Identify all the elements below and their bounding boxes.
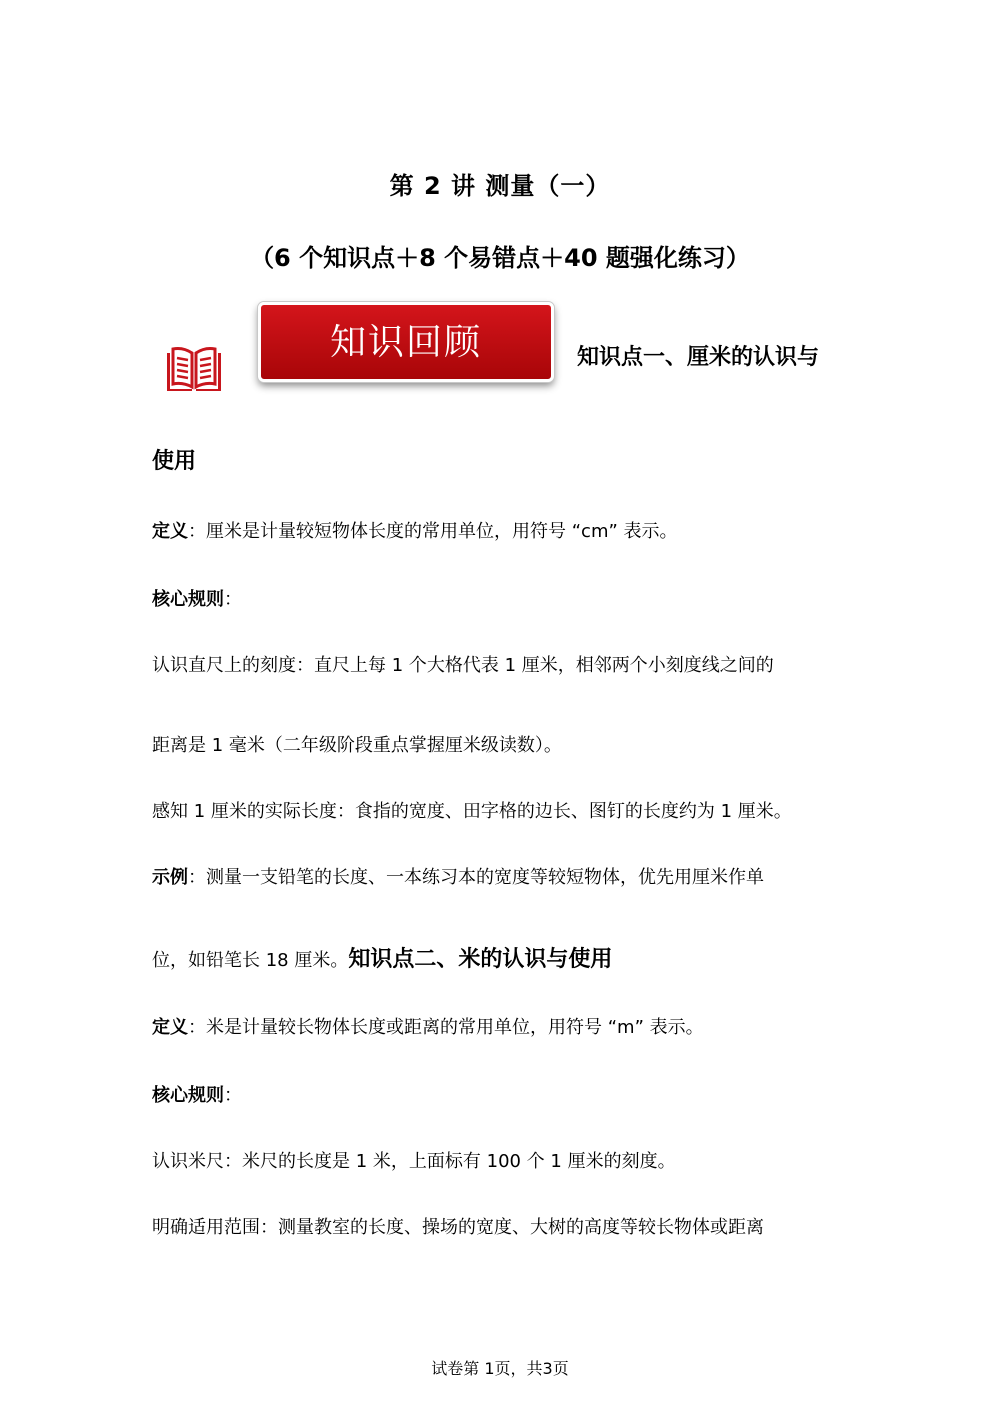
kp1-definition-text: ：厘米是计量较短物体长度的常用单位，用符号 “cm” 表示。 xyxy=(188,521,678,542)
kp1-title-part2: 使用 xyxy=(152,449,197,474)
kp1-example xyxy=(152,863,764,889)
kp1-title-part1: 知识点一、厘米的认识与 xyxy=(577,345,820,370)
kp2-definition-text: ：米是计量较长物体长度或距离的常用单位，用符号 “m” 表示。 xyxy=(188,1017,704,1038)
kp1-rules-colon: ： xyxy=(224,589,242,610)
kp2-definition-label: 定义 xyxy=(152,1017,188,1038)
kp1-rule1-line1: 认识直尺上的刻度：直尺上每 1 个大格代表 1 厘米，相邻两个小刻度线之间的 xyxy=(152,655,774,676)
kp2-rules-colon: ： xyxy=(224,1085,242,1106)
kp2-rule1: 认识米尺：米尺的长度是 1 米，上面标有 100 个 1 厘米的刻度。 xyxy=(152,1151,676,1172)
section-banner xyxy=(258,302,554,382)
kp1-definition xyxy=(152,517,678,543)
page-footer: 试卷第 1页，共3页 xyxy=(431,1359,569,1378)
kp2-rules-heading xyxy=(152,1081,242,1107)
kp1-rules-label: 核心规则 xyxy=(152,589,224,610)
kp2-definition xyxy=(152,1013,704,1039)
page-subtitle: （6 个知识点＋8 个易错点＋40 题强化练习） xyxy=(250,244,750,272)
kp2-title: 知识点二、米的认识与使用 xyxy=(348,947,613,972)
book-icon xyxy=(164,345,224,395)
kp1-example-label: 示例 xyxy=(152,867,188,888)
kp1-example-text: ：测量一支铅笔的长度、一本练习本的宽度等较短物体，优先用厘米作单 xyxy=(188,867,764,888)
kp1-example-line2 xyxy=(152,942,612,973)
kp1-rule2: 感知 1 厘米的实际长度：食指的宽度、田字格的边长、图钉的长度约为 1 厘米。 xyxy=(152,801,792,822)
kp2-rules-label: 核心规则 xyxy=(152,1085,224,1106)
kp1-definition-label: 定义 xyxy=(152,521,188,542)
kp2-rule2: 明确适用范围：测量教室的长度、操场的宽度、大树的高度等较长物体或距离 xyxy=(152,1217,764,1238)
banner-label: 知识回顾 xyxy=(329,321,482,363)
kp1-example-text-cont: 位，如铅笔长 18 厘米。 xyxy=(152,950,349,971)
page-title: 第 2 讲 测量（一） xyxy=(389,172,611,200)
kp1-rules-heading xyxy=(152,585,242,611)
kp1-rule1-line2: 距离是 1 毫米（二年级阶段重点掌握厘米级读数）。 xyxy=(152,735,562,756)
